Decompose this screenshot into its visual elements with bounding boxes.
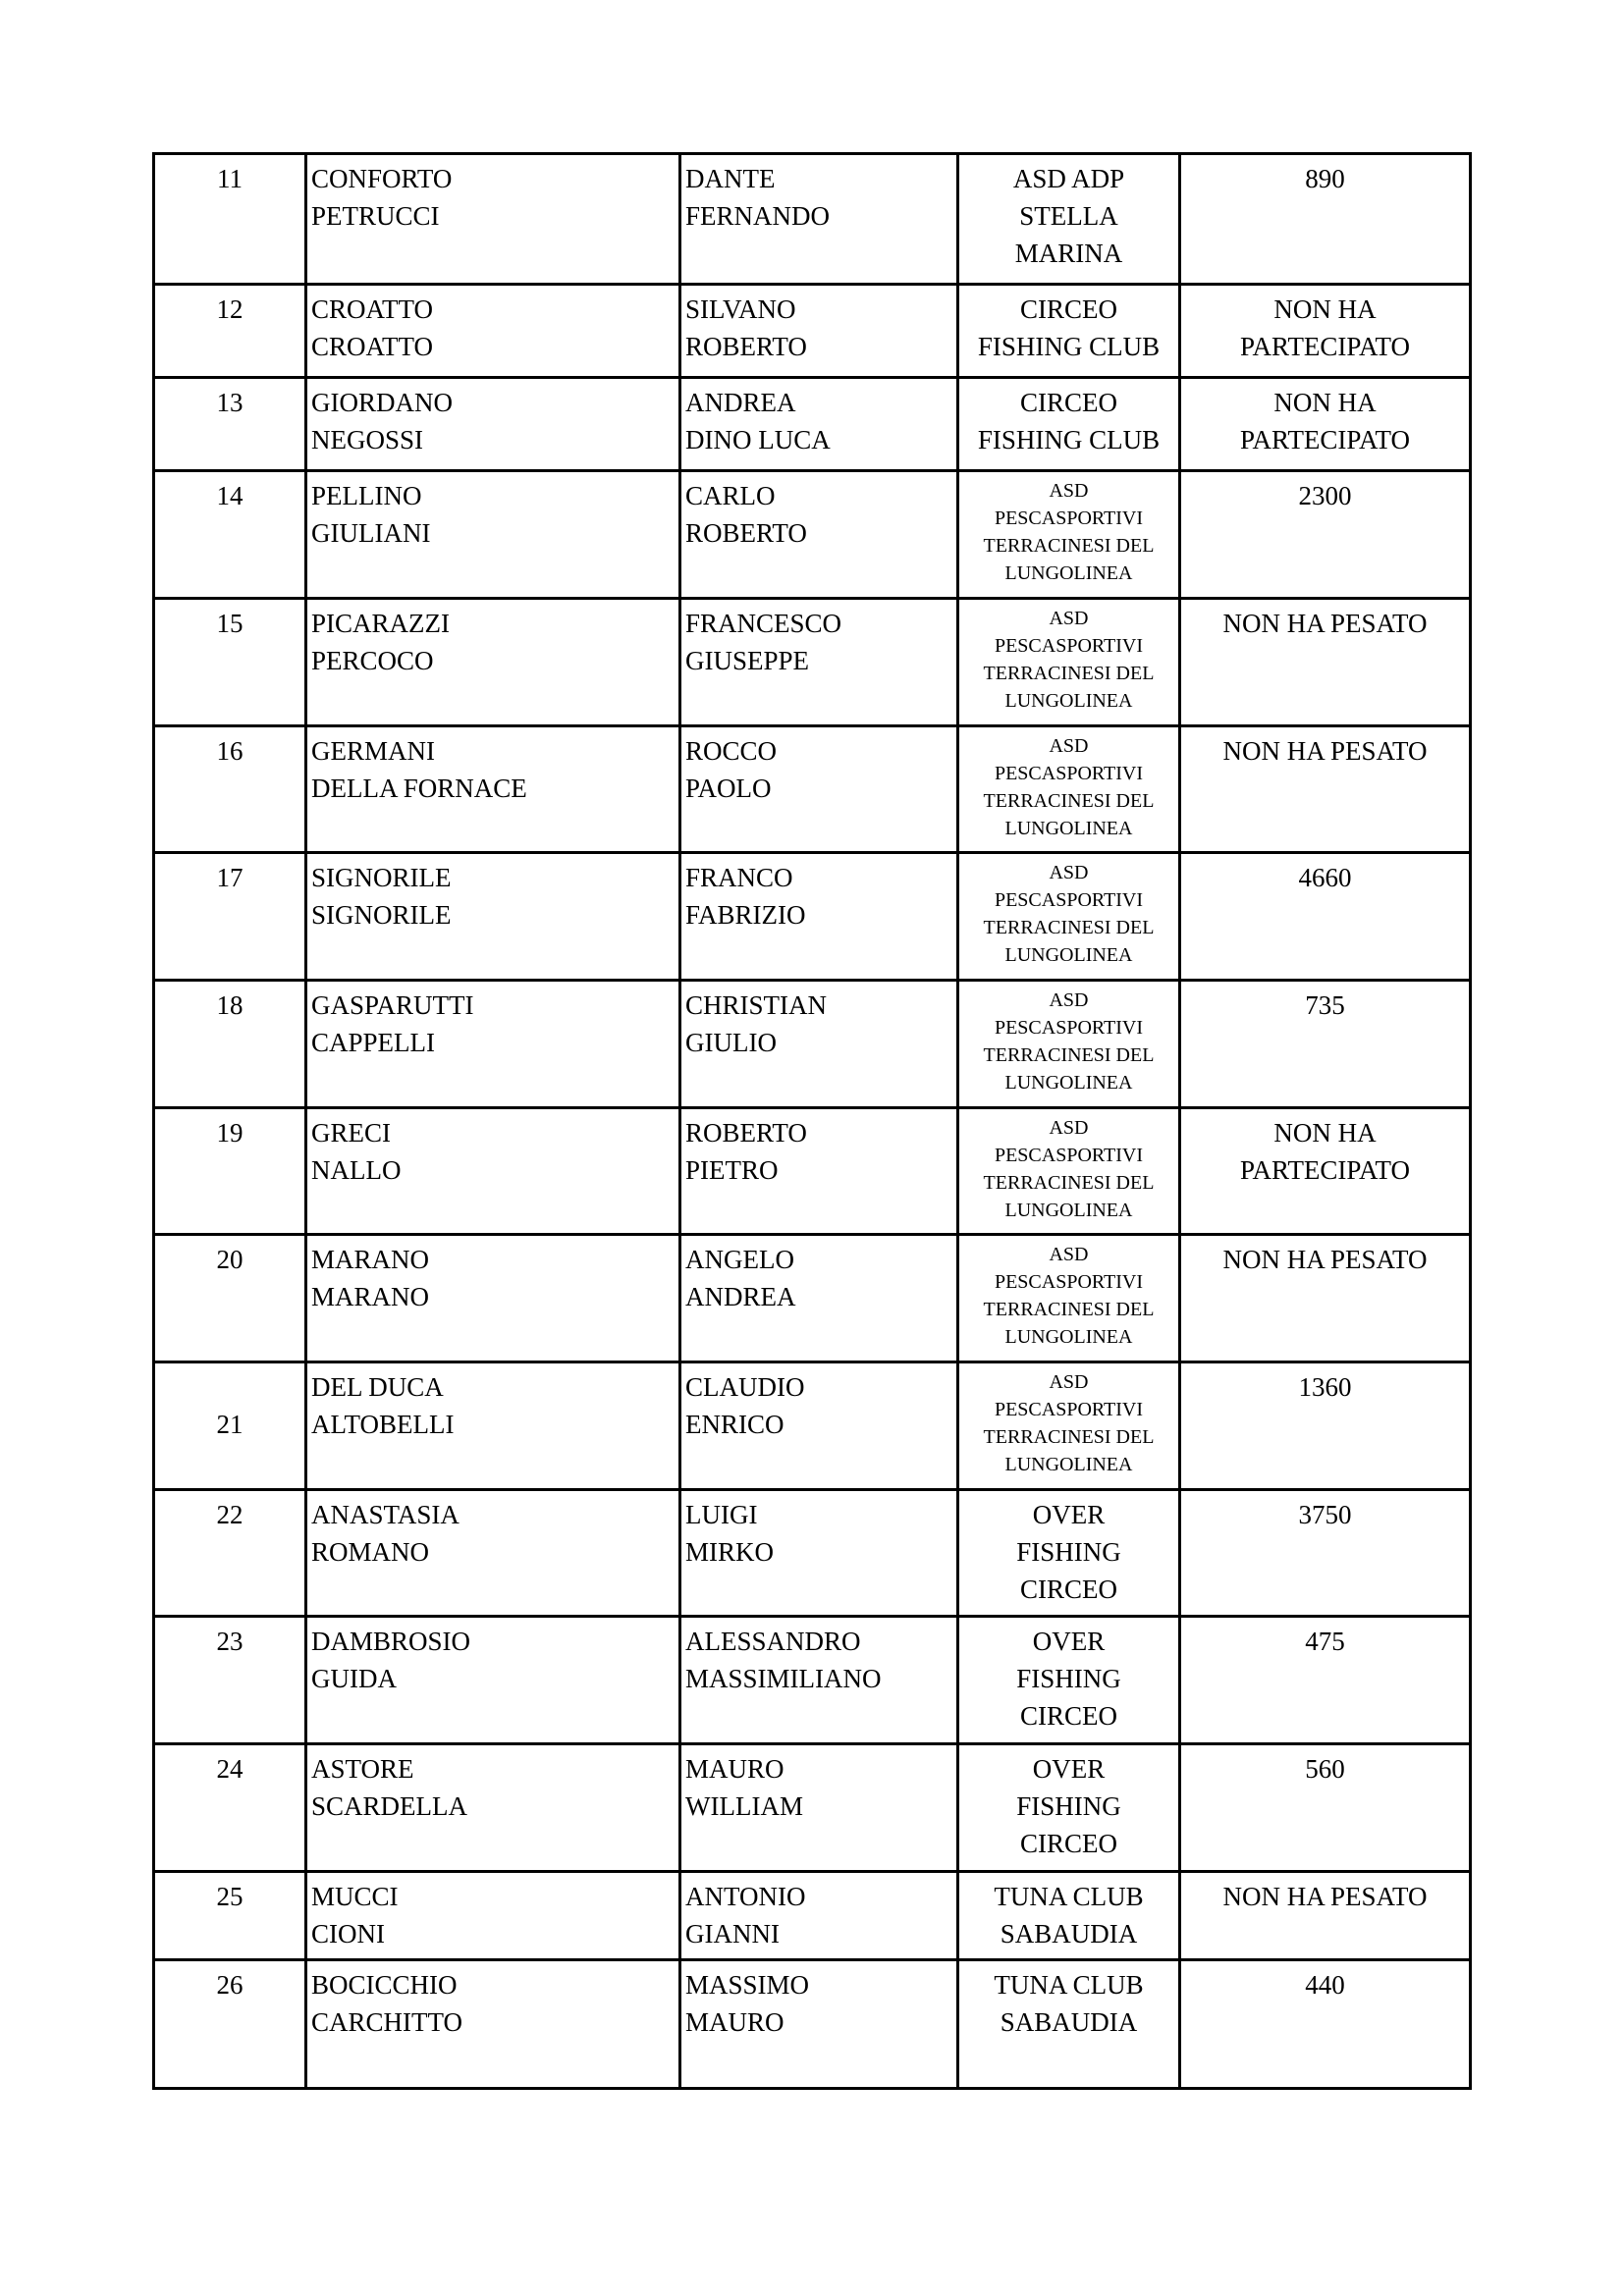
weight-cell: [1180, 853, 1471, 981]
table-row: [154, 1235, 1471, 1362]
position-number: 21: [216, 1410, 243, 1439]
club-cell: [958, 154, 1180, 285]
surname-cell: [306, 1960, 680, 2089]
club-cell: [958, 378, 1180, 471]
position-cell: [154, 1108, 306, 1235]
results-table: [152, 152, 1472, 2090]
club-cell-line: MARINA: [1014, 239, 1123, 268]
club-cell: [958, 1490, 1180, 1617]
weight-cell: [1180, 285, 1471, 378]
first-name-cell-line: CARLO: [685, 481, 776, 510]
club-cell: [958, 285, 1180, 378]
surname-cell: [306, 726, 680, 853]
club-cell-line: TERRACINESI DEL: [983, 917, 1155, 938]
first-name-cell-line: FRANCO: [685, 863, 793, 892]
weight-cell-line: 475: [1305, 1627, 1345, 1656]
surname-cell-line: CROATTO: [311, 332, 434, 361]
position-cell: [154, 1960, 306, 2089]
club-cell: [958, 1235, 1180, 1362]
weight-cell-line: 2300: [1298, 481, 1352, 510]
club-cell-line: FISHING: [1016, 1791, 1121, 1821]
surname-cell-line: PELLINO: [311, 481, 422, 510]
surname-cell-line: GERMANI: [311, 736, 435, 766]
club-cell-line: FISHING: [1016, 1664, 1121, 1693]
weight-cell: [1180, 1744, 1471, 1872]
weight-cell: [1180, 1617, 1471, 1744]
table-row: [154, 981, 1471, 1108]
first-name-cell-line: SILVANO: [685, 294, 796, 324]
first-name-cell: [680, 981, 958, 1108]
first-name-cell-line: GIANNI: [685, 1919, 780, 1949]
first-name-cell-line: ANGELO: [685, 1245, 794, 1274]
first-name-cell: [680, 154, 958, 285]
position-cell: [154, 981, 306, 1108]
first-name-cell-line: GIUSEPPE: [685, 646, 810, 675]
club-cell-line: TERRACINESI DEL: [983, 1172, 1155, 1194]
position-cell: [154, 1490, 306, 1617]
surname-cell-line: ANASTASIA: [311, 1500, 460, 1529]
position-number: 16: [216, 736, 243, 766]
club-cell: [958, 1617, 1180, 1744]
results-table-body: [154, 154, 1471, 2089]
club-cell-line: ASD: [1049, 1117, 1089, 1139]
surname-cell-line: NEGOSSI: [311, 425, 424, 454]
club-cell-line: SABAUDIA: [1000, 2007, 1138, 2037]
first-name-cell: [680, 1235, 958, 1362]
club-cell-line: OVER: [1032, 1500, 1106, 1529]
club-cell-line: LUNGOLINEA: [1004, 818, 1133, 839]
position-cell: [154, 1362, 306, 1490]
club-cell-line: OVER: [1032, 1627, 1106, 1656]
surname-cell-line: MARANO: [311, 1245, 430, 1274]
club-cell-line: ASD: [1049, 1371, 1089, 1393]
position-number: 23: [216, 1627, 243, 1656]
first-name-cell: [680, 1490, 958, 1617]
position-cell: [154, 378, 306, 471]
position-cell: [154, 154, 306, 285]
club-cell-line: ASD ADP: [1012, 164, 1125, 193]
first-name-cell: [680, 1617, 958, 1744]
surname-cell-line: GIULIANI: [311, 518, 431, 548]
first-name-cell: [680, 1960, 958, 2089]
position-number: 17: [216, 863, 243, 892]
club-cell-line: ASD: [1049, 608, 1089, 629]
first-name-cell-line: CLAUDIO: [685, 1372, 805, 1402]
position-cell: [154, 1744, 306, 1872]
club-cell-line: CIRCEO: [1019, 1829, 1117, 1858]
first-name-cell-line: DINO LUCA: [685, 425, 831, 454]
club-cell-line: PESCASPORTIVI: [994, 1271, 1144, 1293]
surname-cell-line: CARCHITTO: [311, 2007, 463, 2037]
club-cell-line: TERRACINESI DEL: [983, 535, 1155, 557]
first-name-cell-line: ANTONIO: [685, 1882, 806, 1911]
club-cell-line: LUNGOLINEA: [1004, 1072, 1133, 1094]
club-cell-line: FISHING CLUB: [977, 332, 1161, 361]
surname-cell-line: PERCOCO: [311, 646, 434, 675]
surname-cell-line: PICARAZZI: [311, 609, 450, 638]
first-name-cell-line: ROBERTO: [685, 1118, 807, 1148]
weight-cell-line: 440: [1305, 1970, 1345, 2000]
first-name-cell-line: FABRIZIO: [685, 900, 806, 930]
club-cell: [958, 981, 1180, 1108]
weight-cell: [1180, 1960, 1471, 2089]
weight-cell-line: 4660: [1298, 863, 1352, 892]
first-name-cell-line: MAURO: [685, 2007, 784, 2037]
surname-cell: [306, 1362, 680, 1490]
first-name-cell-line: PIETRO: [685, 1155, 779, 1185]
first-name-cell-line: FRANCESCO: [685, 609, 842, 638]
position-number: 19: [216, 1118, 243, 1148]
first-name-cell: [680, 726, 958, 853]
club-cell-line: PESCASPORTIVI: [994, 507, 1144, 529]
surname-cell: [306, 1617, 680, 1744]
first-name-cell-line: PAOLO: [685, 774, 772, 803]
document-page: [152, 152, 1472, 2090]
first-name-cell: [680, 1108, 958, 1235]
club-cell-line: PESCASPORTIVI: [994, 1017, 1144, 1039]
first-name-cell-line: ALESSANDRO: [685, 1627, 861, 1656]
surname-cell-line: MARANO: [311, 1282, 430, 1311]
club-cell: [958, 599, 1180, 726]
first-name-cell-line: WILLIAM: [685, 1791, 803, 1821]
weight-cell-line: NON HA PESATO: [1222, 736, 1428, 766]
weight-cell-line: 735: [1305, 990, 1345, 1020]
table-row: [154, 1362, 1471, 1490]
first-name-cell: [680, 378, 958, 471]
position-number: 20: [216, 1245, 243, 1274]
club-cell-line: TERRACINESI DEL: [983, 663, 1155, 684]
first-name-cell: [680, 1744, 958, 1872]
position-number: 24: [216, 1754, 243, 1784]
club-cell: [958, 1744, 1180, 1872]
position-cell: [154, 1235, 306, 1362]
surname-cell-line: CAPPELLI: [311, 1028, 436, 1057]
table-row: [154, 378, 1471, 471]
club-cell-line: ASD: [1049, 1244, 1089, 1265]
surname-cell-line: ALTOBELLI: [311, 1410, 455, 1439]
table-row: [154, 1617, 1471, 1744]
club-cell-line: LUNGOLINEA: [1004, 1326, 1133, 1348]
weight-cell-line: 890: [1305, 164, 1345, 193]
club-cell-line: SABAUDIA: [1000, 1919, 1138, 1949]
weight-cell: [1180, 1235, 1471, 1362]
club-cell-line: LUNGOLINEA: [1004, 944, 1133, 966]
first-name-cell-line: ROBERTO: [685, 332, 807, 361]
table-row: [154, 1108, 1471, 1235]
weight-cell: [1180, 154, 1471, 285]
weight-cell-line: PARTECIPATO: [1240, 1155, 1410, 1185]
weight-cell-line: NON HA PESATO: [1222, 609, 1428, 638]
club-cell: [958, 1362, 1180, 1490]
position-number: 25: [216, 1882, 243, 1911]
first-name-cell-line: ROCCO: [685, 736, 778, 766]
club-cell-line: TUNA CLUB: [994, 1970, 1144, 2000]
table-row: [154, 853, 1471, 981]
club-cell: [958, 1108, 1180, 1235]
position-number: 14: [216, 481, 243, 510]
club-cell: [958, 1872, 1180, 1960]
first-name-cell-line: MASSIMO: [685, 1970, 810, 2000]
surname-cell-line: SIGNORILE: [311, 900, 452, 930]
first-name-cell-line: CHRISTIAN: [685, 990, 828, 1020]
surname-cell-line: GUIDA: [311, 1664, 397, 1693]
weight-cell-line: 560: [1305, 1754, 1345, 1784]
table-row: [154, 1960, 1471, 2089]
position-number: 15: [216, 609, 243, 638]
first-name-cell-line: ENRICO: [685, 1410, 784, 1439]
club-cell-line: CIRCEO: [1019, 388, 1117, 417]
club-cell-line: LUNGOLINEA: [1004, 690, 1133, 712]
position-number: 26: [216, 1970, 243, 2000]
club-cell-line: CIRCEO: [1019, 1575, 1117, 1604]
surname-cell-line: SIGNORILE: [311, 863, 452, 892]
table-row: [154, 726, 1471, 853]
first-name-cell: [680, 471, 958, 599]
surname-cell: [306, 378, 680, 471]
surname-cell: [306, 1872, 680, 1960]
surname-cell: [306, 285, 680, 378]
surname-cell: [306, 853, 680, 981]
table-row: [154, 1490, 1471, 1617]
weight-cell-line: NON HA: [1273, 294, 1377, 324]
club-cell-line: PESCASPORTIVI: [994, 889, 1144, 911]
weight-cell-line: NON HA PESATO: [1222, 1245, 1428, 1274]
surname-cell-line: MUCCI: [311, 1882, 399, 1911]
weight-cell: [1180, 1490, 1471, 1617]
surname-cell: [306, 599, 680, 726]
first-name-cell-line: ANDREA: [685, 388, 796, 417]
surname-cell-line: ROMANO: [311, 1537, 430, 1567]
surname-cell-line: DAMBROSIO: [311, 1627, 471, 1656]
first-name-cell-line: ANDREA: [685, 1282, 796, 1311]
weight-cell: [1180, 378, 1471, 471]
club-cell-line: PESCASPORTIVI: [994, 1399, 1144, 1420]
weight-cell: [1180, 1108, 1471, 1235]
first-name-cell-line: ROBERTO: [685, 518, 807, 548]
position-cell: [154, 285, 306, 378]
surname-cell-line: CIONI: [311, 1919, 385, 1949]
first-name-cell-line: MASSIMILIANO: [685, 1664, 882, 1693]
weight-cell-line: PARTECIPATO: [1240, 332, 1410, 361]
table-row: [154, 471, 1471, 599]
first-name-cell-line: DANTE: [685, 164, 776, 193]
club-cell-line: FISHING: [1016, 1537, 1121, 1567]
weight-cell-line: 3750: [1298, 1500, 1352, 1529]
surname-cell-line: ASTORE: [311, 1754, 414, 1784]
first-name-cell-line: LUIGI: [685, 1500, 758, 1529]
surname-cell-line: NALLO: [311, 1155, 402, 1185]
first-name-cell: [680, 285, 958, 378]
club-cell-line: ASD: [1049, 480, 1089, 502]
club-cell-line: TERRACINESI DEL: [983, 790, 1155, 812]
club-cell-line: ASD: [1049, 735, 1089, 757]
surname-cell-line: GRECI: [311, 1118, 391, 1148]
position-number: 12: [216, 294, 243, 324]
club-cell: [958, 471, 1180, 599]
club-cell-line: CIRCEO: [1019, 1701, 1117, 1731]
surname-cell-line: BOCICCHIO: [311, 1970, 458, 2000]
weight-cell-line: 1360: [1298, 1372, 1352, 1402]
surname-cell: [306, 1490, 680, 1617]
first-name-cell: [680, 599, 958, 726]
surname-cell-line: DEL DUCA: [311, 1372, 444, 1402]
club-cell-line: LUNGOLINEA: [1004, 1454, 1133, 1475]
first-name-cell: [680, 853, 958, 981]
club-cell-line: FISHING CLUB: [977, 425, 1161, 454]
club-cell-line: ASD: [1049, 862, 1089, 883]
surname-cell: [306, 1235, 680, 1362]
position-number: 13: [216, 388, 243, 417]
club-cell-line: CIRCEO: [1019, 294, 1117, 324]
table-row: [154, 1872, 1471, 1960]
weight-cell-line: NON HA: [1273, 1118, 1377, 1148]
club-cell-line: TERRACINESI DEL: [983, 1044, 1155, 1066]
surname-cell: [306, 1108, 680, 1235]
table-row: [154, 1744, 1471, 1872]
weight-cell-line: NON HA PESATO: [1222, 1882, 1428, 1911]
surname-cell: [306, 1744, 680, 1872]
club-cell-line: PESCASPORTIVI: [994, 763, 1144, 784]
position-cell: [154, 1617, 306, 1744]
club-cell: [958, 726, 1180, 853]
surname-cell-line: CONFORTO: [311, 164, 453, 193]
club-cell-line: PESCASPORTIVI: [994, 635, 1144, 657]
club-cell-line: TUNA CLUB: [994, 1882, 1144, 1911]
club-cell-line: TERRACINESI DEL: [983, 1299, 1155, 1320]
club-cell-line: LUNGOLINEA: [1004, 562, 1133, 584]
surname-cell: [306, 471, 680, 599]
club-cell: [958, 1960, 1180, 2089]
club-cell-line: OVER: [1032, 1754, 1106, 1784]
table-row: [154, 599, 1471, 726]
table-row: [154, 285, 1471, 378]
surname-cell-line: GASPARUTTI: [311, 990, 474, 1020]
position-cell: [154, 599, 306, 726]
surname-cell: [306, 981, 680, 1108]
surname-cell-line: SCARDELLA: [311, 1791, 468, 1821]
first-name-cell-line: FERNANDO: [685, 201, 831, 231]
position-cell: [154, 471, 306, 599]
first-name-cell-line: GIULIO: [685, 1028, 777, 1057]
weight-cell: [1180, 1362, 1471, 1490]
surname-cell-line: GIORDANO: [311, 388, 453, 417]
surname-cell: [306, 154, 680, 285]
surname-cell-line: DELLA FORNACE: [311, 774, 527, 803]
position-number: 11: [217, 164, 243, 193]
position-number: 22: [216, 1500, 243, 1529]
weight-cell-line: NON HA: [1273, 388, 1377, 417]
club-cell-line: STELLA: [1019, 201, 1118, 231]
weight-cell: [1180, 471, 1471, 599]
first-name-cell-line: MIRKO: [685, 1537, 775, 1567]
first-name-cell-line: MAURO: [685, 1754, 784, 1784]
first-name-cell: [680, 1872, 958, 1960]
position-cell: [154, 726, 306, 853]
weight-cell: [1180, 726, 1471, 853]
surname-cell-line: PETRUCCI: [311, 201, 440, 231]
club-cell-line: TERRACINESI DEL: [983, 1426, 1155, 1448]
position-cell: [154, 853, 306, 981]
club-cell: [958, 853, 1180, 981]
weight-cell-line: PARTECIPATO: [1240, 425, 1410, 454]
weight-cell: [1180, 1872, 1471, 1960]
position-cell: [154, 1872, 306, 1960]
position-number: 18: [216, 990, 243, 1020]
surname-cell-line: CROATTO: [311, 294, 434, 324]
table-row: [154, 154, 1471, 285]
club-cell-line: PESCASPORTIVI: [994, 1145, 1144, 1166]
club-cell-line: LUNGOLINEA: [1004, 1200, 1133, 1221]
first-name-cell: [680, 1362, 958, 1490]
weight-cell: [1180, 599, 1471, 726]
club-cell-line: ASD: [1049, 989, 1089, 1011]
weight-cell: [1180, 981, 1471, 1108]
